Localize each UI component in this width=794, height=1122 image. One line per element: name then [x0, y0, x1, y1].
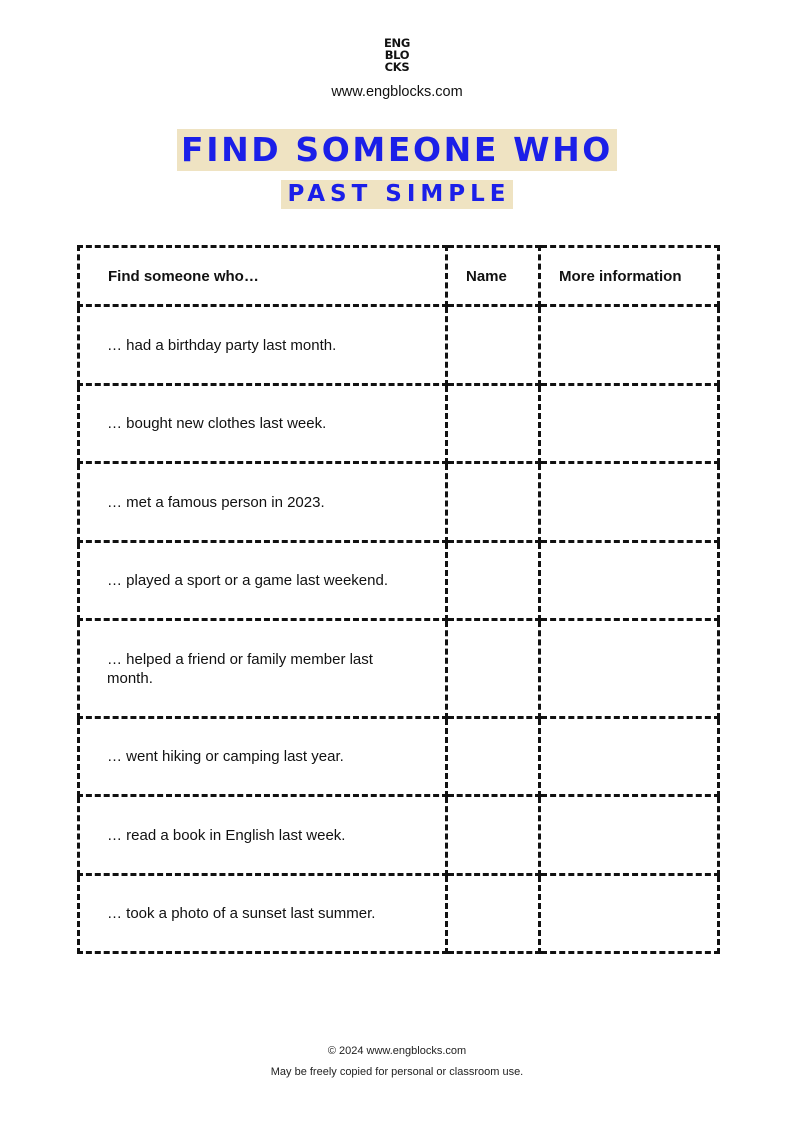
table-row: [79, 875, 719, 953]
prompt-cell: … went hiking or camping last year.: [79, 718, 447, 796]
engblocks-logo: [379, 37, 415, 73]
info-cell[interactable]: [540, 463, 719, 542]
name-cell[interactable]: [447, 306, 540, 385]
name-cell[interactable]: [447, 718, 540, 796]
footer-copyright: © 2024 www.engblocks.com: [327, 1045, 467, 1057]
subtitle-wrap: [0, 180, 794, 209]
prompt-cell: … helped a friend or family member last month.: [79, 620, 447, 718]
table-row: [79, 306, 719, 385]
logo-line: ENG: [383, 36, 411, 50]
info-cell[interactable]: [540, 620, 719, 718]
table-row: [79, 542, 719, 620]
logo-line: BLO: [384, 48, 410, 62]
logo-line: CKS: [384, 60, 410, 74]
table-header-row: [79, 247, 719, 306]
info-cell[interactable]: [540, 306, 719, 385]
column-header-find: Find someone who…: [79, 247, 447, 306]
footer-license: May be freely copied for personal or classroom use.: [270, 1066, 524, 1078]
info-cell[interactable]: [540, 385, 719, 463]
info-cell[interactable]: [540, 796, 719, 875]
name-cell[interactable]: [447, 385, 540, 463]
table-row: [79, 385, 719, 463]
worksheet-table: [77, 245, 720, 954]
info-cell[interactable]: [540, 542, 719, 620]
name-cell[interactable]: [447, 542, 540, 620]
page-subtitle: PAST SIMPLE: [281, 180, 512, 209]
prompt-cell: … read a book in English last week.: [79, 796, 447, 875]
name-cell[interactable]: [447, 875, 540, 953]
name-cell[interactable]: [447, 796, 540, 875]
title-wrap: [0, 129, 794, 171]
prompt-cell: … played a sport or a game last weekend.: [79, 542, 447, 620]
name-cell[interactable]: [447, 463, 540, 542]
site-url: www.engblocks.com: [331, 84, 463, 100]
info-cell[interactable]: [540, 875, 719, 953]
prompt-cell: … bought new clothes last week.: [79, 385, 447, 463]
column-header-info: More information: [540, 247, 719, 306]
prompt-cell: … took a photo of a sunset last summer.: [79, 875, 447, 953]
column-header-name: Name: [447, 247, 540, 306]
table-row: [79, 796, 719, 875]
table-row: [79, 718, 719, 796]
prompt-cell: … met a famous person in 2023.: [79, 463, 447, 542]
table-row: [79, 620, 719, 718]
page-title: FIND SOMEONE WHO: [177, 129, 617, 171]
table-row: [79, 463, 719, 542]
name-cell[interactable]: [447, 620, 540, 718]
info-cell[interactable]: [540, 718, 719, 796]
prompt-cell: … had a birthday party last month.: [79, 306, 447, 385]
